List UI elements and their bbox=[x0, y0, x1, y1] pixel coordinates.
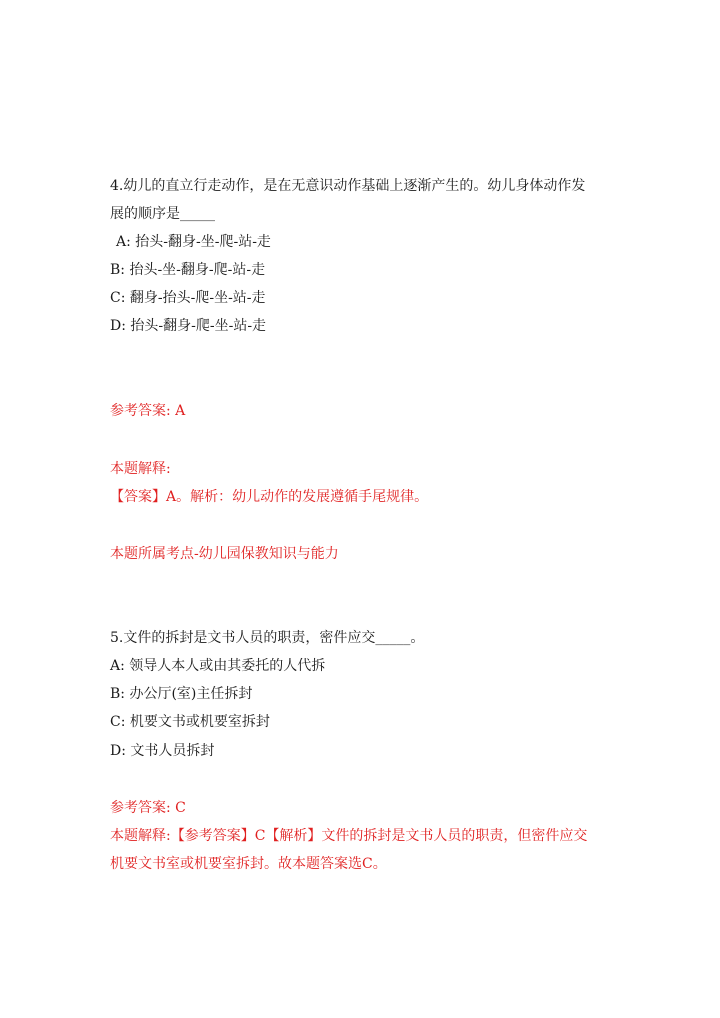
q5-explanation-line2: 机要文书室或机要室拆封。故本题答案选C。 bbox=[110, 856, 387, 872]
q4-stem-line2: 展的顺序是_____ bbox=[110, 206, 215, 222]
q4-topic: 本题所属考点-幼儿园保教知识与能力 bbox=[110, 546, 339, 562]
q5-option-d: D: 文书人员拆封 bbox=[110, 743, 215, 759]
q4-answer: 参考答案: A bbox=[110, 403, 186, 419]
q5-option-c: C: 机要文书或机要室拆封 bbox=[110, 714, 270, 730]
q4-option-b: B: 抬头-坐-翻身-爬-站-走 bbox=[110, 262, 266, 278]
q4-option-a: A: 抬头-翻身-坐-爬-站-走 bbox=[116, 234, 271, 250]
q4-option-d: D: 抬头-翻身-爬-坐-站-走 bbox=[110, 318, 267, 334]
q5-stem: 5.文件的拆封是文书人员的职责，密件应交_____。 bbox=[110, 630, 425, 646]
q5-explanation-line1: 本题解释:【参考答案】C【解析】文件的拆封是文书人员的职责，但密件应交 bbox=[110, 828, 588, 844]
q4-explanation: 【答案】A。解析：幼儿动作的发展遵循手尾规律。 bbox=[110, 489, 429, 505]
q4-stem-line1: 4.幼儿的直立行走动作，是在无意识动作基础上逐渐产生的。幼儿身体动作发 bbox=[110, 178, 586, 194]
q5-option-b: B: 办公厅(室)主任拆封 bbox=[110, 686, 253, 702]
q5-option-a: A: 领导人本人或由其委托的人代拆 bbox=[110, 658, 326, 674]
q5-answer: 参考答案: C bbox=[110, 800, 186, 816]
q4-option-c: C: 翻身-抬头-爬-坐-站-走 bbox=[110, 290, 266, 306]
q4-explanation-heading: 本题解释: bbox=[110, 461, 171, 477]
